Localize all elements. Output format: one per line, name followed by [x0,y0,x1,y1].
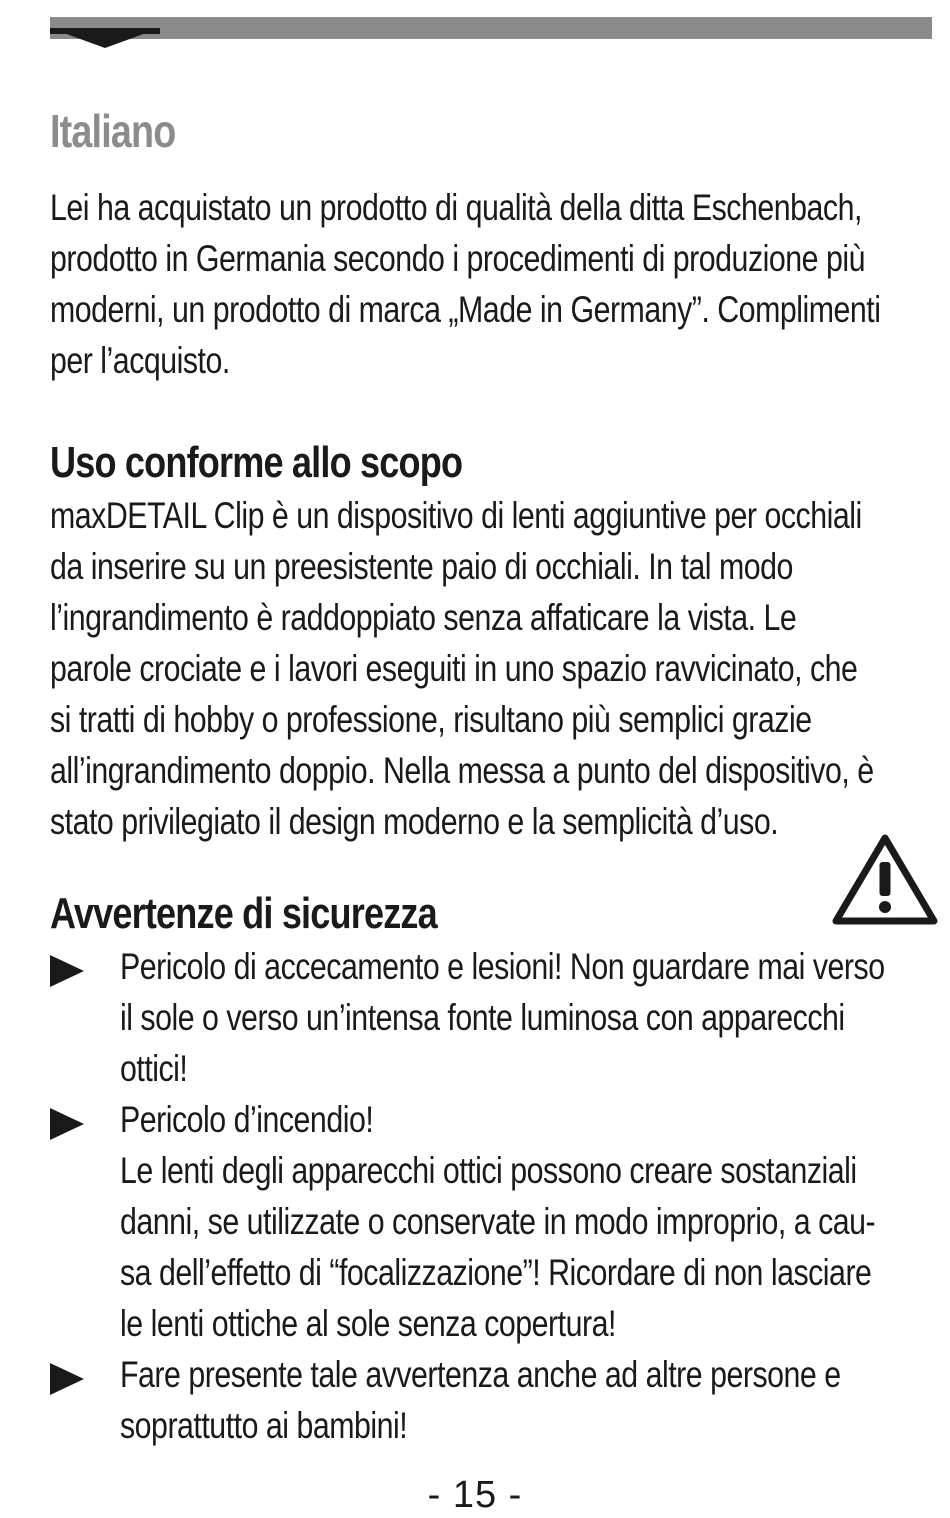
header-bar [50,17,932,39]
safety-item-line: sa dell’effetto di “focalizzazione”! Ricordare di non lasciare [120,1252,872,1293]
intro-line: moderni, un prodotto di marca „Made in Germany”. Complimenti [50,289,881,330]
safety-item-line: danni, se utilizzate o conservate in modo improprio, a cau- [120,1201,876,1242]
safety-item [50,941,935,1094]
safety-item-text [120,1349,935,1451]
safety-item-text [120,1094,935,1349]
language-heading: Italiano [50,105,176,157]
safety-item-line: Pericolo d’incendio! [120,1099,374,1140]
safety-item-line: le lenti ottiche al sole senza copertura! [120,1303,616,1344]
intended-use-paragraph [50,490,935,847]
bullet-arrow-icon [50,955,84,987]
safety-item-line: il sole o verso un’intensa fonte luminosa con apparecchi [120,997,845,1038]
safety-section [50,887,935,1451]
safety-list [50,941,935,1451]
header-tab-arrow-icon [50,28,160,48]
intended-use-line: stato privilegiato il design moderno e la semplicità d’uso. [50,801,779,842]
safety-item-line: Fare presente tale avvertenza anche ad altre persone e [120,1354,841,1395]
intro-line: Lei ha acquistato un prodotto di qualità della ditta Eschenbach, [50,187,862,228]
intended-use-line: da inserire su un preesistente paio di occhiali. In tal modo [50,546,793,587]
page-content [50,100,935,1451]
safety-item [50,1349,935,1451]
intro-paragraph [50,182,935,386]
page-number: - 15 - [427,1474,523,1516]
warning-triangle-icon [830,832,940,927]
safety-item-line: Le lenti degli apparecchi ottici possono creare sostanziali [120,1150,857,1191]
intro-line: per l’acquisto. [50,340,230,381]
bullet-arrow-icon [50,1108,84,1140]
intended-use-line: all’ingrandimento doppio. Nella messa a punto del dispositivo, è [50,750,874,791]
intended-use-line: parole crociate e i lavori eseguiti in uno spazio ravvicinato, che [50,648,858,689]
intended-use-heading: Uso conforme allo scopo [50,438,463,487]
intended-use-line: l’ingrandimento è raddoppiato senza affaticare la vista. Le [50,597,797,638]
bullet-arrow-icon [50,1363,84,1395]
intended-use-section [50,436,935,847]
safety-item [50,1094,935,1349]
intended-use-line: si tratti di hobby o professione, risultano più semplici grazie [50,699,812,740]
safety-item-line: ottici! [120,1048,188,1089]
safety-item-line: Pericolo di accecamento e lesioni! Non guardare mai verso [120,946,885,987]
safety-heading: Avvertenze di sicurezza [50,889,437,938]
intended-use-line: maxDETAIL Clip è un dispositivo di lenti aggiuntive per occhiali [50,495,862,536]
safety-item-line: soprattutto ai bambini! [120,1405,408,1446]
intro-line: prodotto in Germania secondo i procedimenti di produzione più [50,238,865,279]
safety-item-text [120,941,935,1094]
